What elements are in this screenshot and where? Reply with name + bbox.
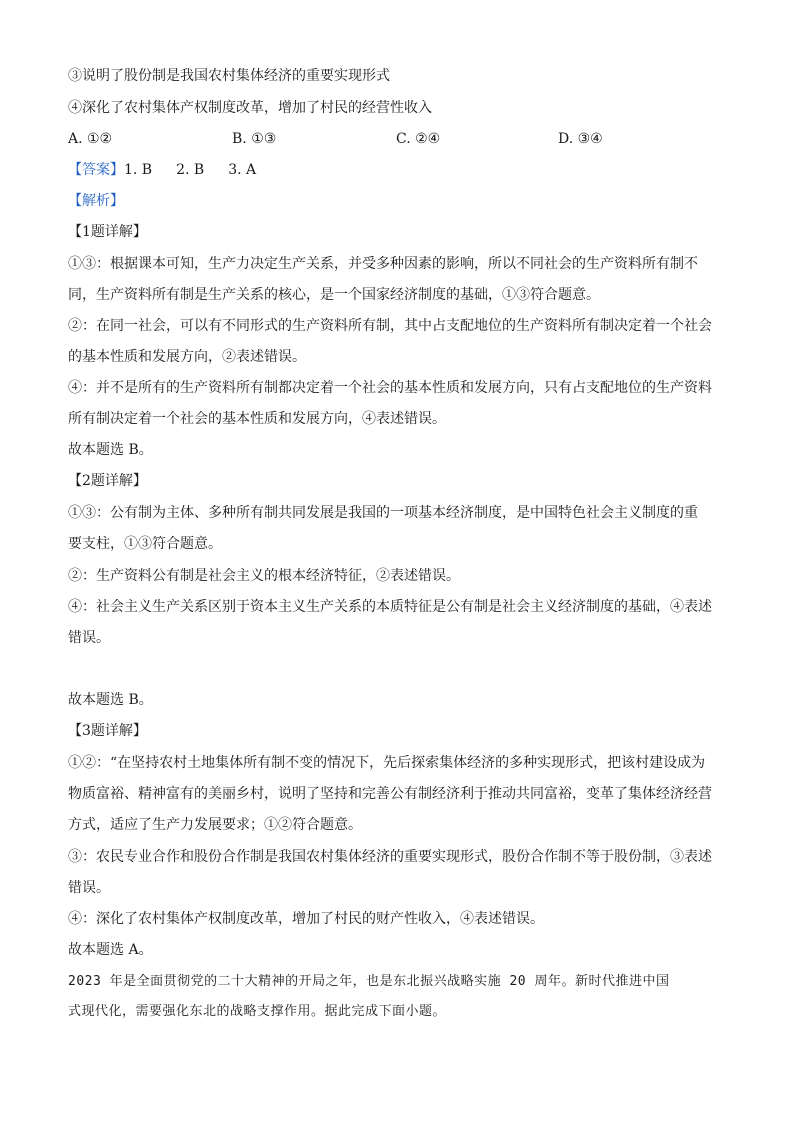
q2-header: 【2题详解】 xyxy=(68,473,147,489)
q3-header: 【3题详解】 xyxy=(68,723,147,739)
q1-conclusion: 故本题选 B。 xyxy=(68,442,153,458)
choice-a: A. ①② xyxy=(68,131,113,147)
q1-paragraph-3-line-1: ④：并不是所有的生产资料所有制都决定着一个社会的基本性质和发展方向，只有占支配地位的生产资料 xyxy=(68,380,712,396)
answer-label: 【答案】 xyxy=(68,162,124,178)
q3-paragraph-2-line-2: 错误。 xyxy=(68,880,110,896)
q3-conclusion: 故本题选 A。 xyxy=(68,942,153,958)
next-section-intro-line-1: 2023 年是全面贯彻党的二十大精神的开局之年，也是东北振兴战略实施 20 周年。新时代推进中国 xyxy=(68,974,670,989)
answer-line xyxy=(68,160,728,180)
q2-paragraph-1-line-1: ①③：公有制为主体、多种所有制共同发展是我国的一项基本经济制度，是中国特色社会主义制度的重 xyxy=(68,505,698,521)
q2-conclusion: 故本题选 B。 xyxy=(68,692,153,708)
q1-header: 【1题详解】 xyxy=(68,224,147,240)
choice-d: D. ③④ xyxy=(558,131,603,147)
q3-paragraph-1-line-3: 方式，适应了生产力发展要求；①②符合题意。 xyxy=(68,817,362,833)
choice-b: B. ①③ xyxy=(232,131,277,147)
analysis-label: 【解析】 xyxy=(68,193,124,209)
option-4-text: ④深化了农村集体产权制度改革，增加了村民的经营性收入 xyxy=(68,100,432,116)
q3-paragraph-1-line-1: ①②：“在坚持农村土地集体所有制不变的情况下，先后探索集体经济的多种实现形式，把该村建设成为 xyxy=(68,755,706,771)
q1-paragraph-1-line-1: ①③：根据课本可知，生产力决定生产关系，并受多种因素的影响，所以不同社会的生产资料所有制不 xyxy=(68,256,698,272)
option-3-text: ③说明了股份制是我国农村集体经济的重要实现形式 xyxy=(68,68,390,84)
q2-paragraph-1-line-2: 要支柱，①③符合题意。 xyxy=(68,536,222,552)
q1-paragraph-1-line-2: 同，生产资料所有制是生产关系的核心，是一个国家经济制度的基础，①③符合题意。 xyxy=(68,287,600,303)
q2-paragraph-2: ②：生产资料公有制是社会主义的根本经济特征，②表述错误。 xyxy=(68,568,460,584)
q1-paragraph-2-line-2: 的基本性质和发展方向，②表述错误。 xyxy=(68,349,306,365)
answer-item-3: 3. A xyxy=(228,162,257,178)
q3-paragraph-2-line-1: ③：农民专业合作和股份合作制是我国农村集体经济的重要实现形式，股份合作制不等于股份制，③表述 xyxy=(68,849,712,865)
answer-item-2: 2. B xyxy=(176,162,205,178)
q1-paragraph-2-line-1: ②：在同一社会，可以有不同形式的生产资料所有制，其中占支配地位的生产资料所有制决定着一个社会 xyxy=(68,318,712,334)
q1-paragraph-3-line-2: 所有制决定着一个社会的基本性质和发展方向，④表述错误。 xyxy=(68,411,446,427)
q3-paragraph-1-line-2: 物质富裕、精神富有的美丽乡村，说明了坚持和完善公有制经济利于推动共同富裕，变革了集体经济经营 xyxy=(68,786,712,802)
q3-paragraph-3: ④：深化了农村集体产权制度改革，增加了村民的财产性收入，④表述错误。 xyxy=(68,911,544,927)
q2-paragraph-3-line-2: 错误。 xyxy=(68,630,110,646)
next-section-intro-line-2: 式现代化，需要强化东北的战略支撑作用。据此完成下面小题。 xyxy=(68,1004,447,1019)
q2-paragraph-3-line-1: ④：社会主义生产关系区别于资本主义生产关系的本质特征是公有制是社会主义经济制度的基础，④表述 xyxy=(68,599,712,615)
choice-c: C. ②④ xyxy=(396,131,441,147)
answer-item-1: 1. B xyxy=(124,162,153,178)
